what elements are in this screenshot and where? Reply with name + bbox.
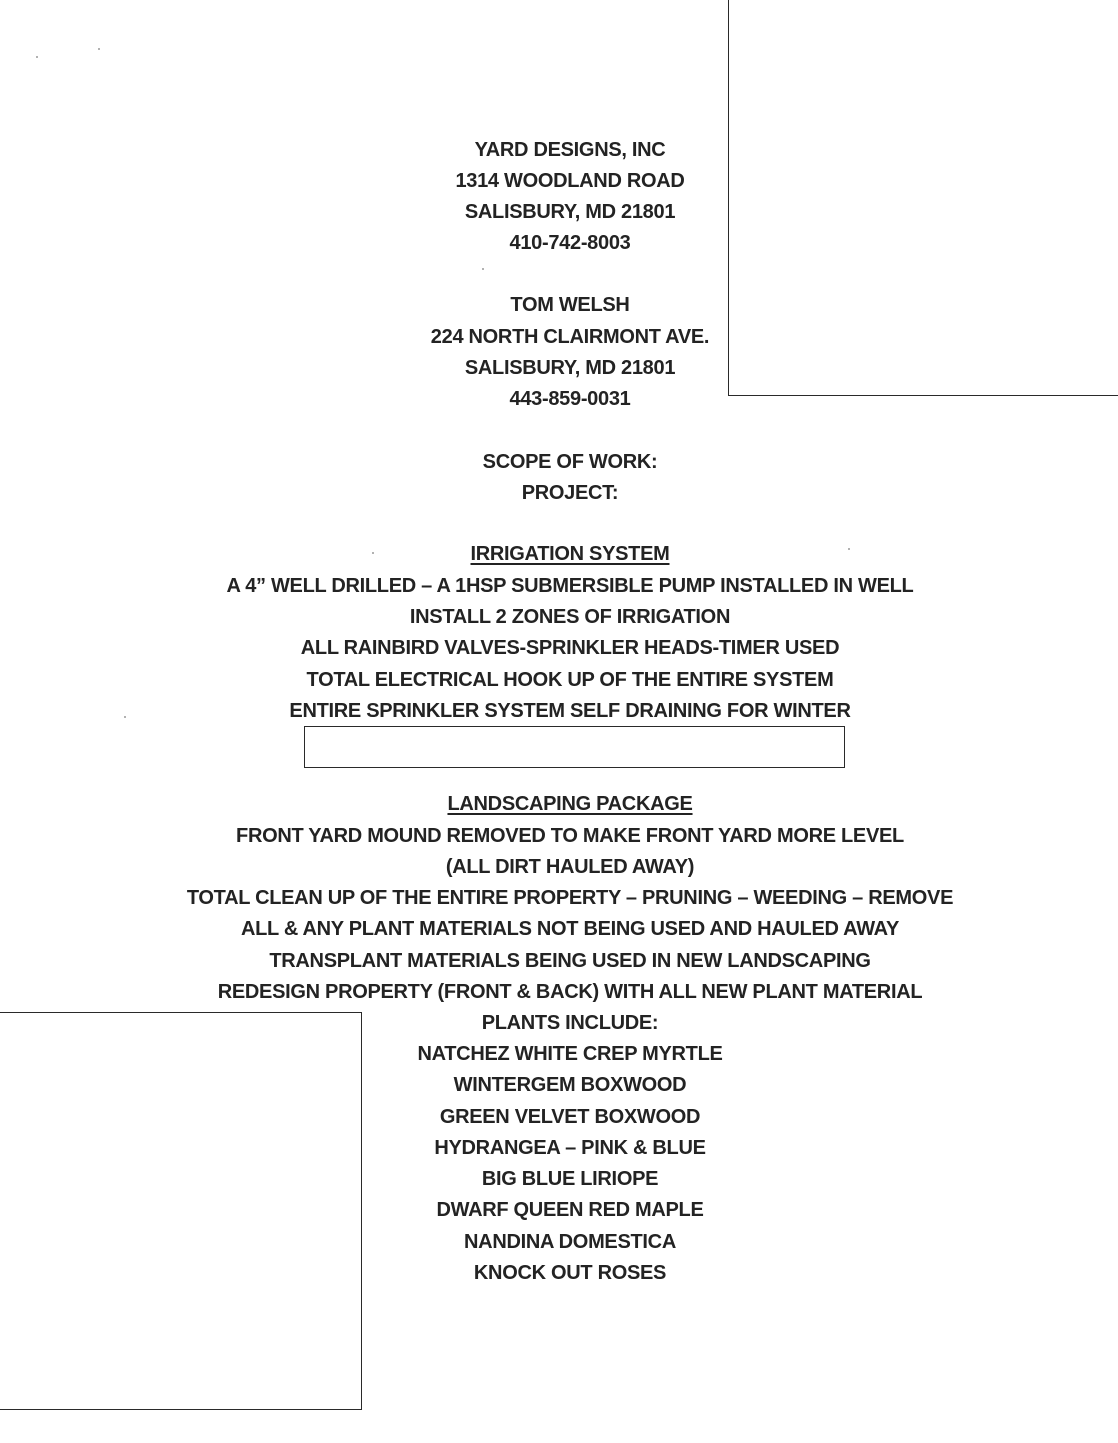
company-name: YARD DESIGNS, INC — [474, 139, 666, 161]
plant-item: WINTERGEM BOXWOOD — [453, 1074, 687, 1096]
project-label: PROJECT: — [521, 482, 619, 504]
company-street: 1314 WOODLAND ROAD — [455, 170, 685, 192]
client-street: 224 NORTH CLAIRMONT AVE. — [430, 326, 710, 348]
plants-label: PLANTS INCLUDE: — [481, 1012, 659, 1034]
client-phone: 443-859-0031 — [509, 388, 631, 410]
landscaping-line: TOTAL CLEAN UP OF THE ENTIRE PROPERTY – PRUNING – WEEDING – REMOVE — [186, 887, 954, 909]
landscaping-line: (ALL DIRT HAULED AWAY) — [445, 856, 695, 878]
company-city: SALISBURY, MD 21801 — [464, 201, 676, 223]
landscaping-line: TRANSPLANT MATERIALS BEING USED IN NEW LANDSCAPING — [269, 950, 871, 972]
plant-item: NANDINA DOMESTICA — [464, 1231, 676, 1253]
scan-speck — [482, 268, 484, 270]
scan-speck — [98, 48, 100, 50]
landscaping-line: REDESIGN PROPERTY (FRONT & BACK) WITH ALL NEW PLANT MATERIAL — [217, 981, 923, 1003]
irrigation-line: A 4” WELL DRILLED – A 1HSP SUBMERSIBLE PUMP INSTALLED IN WELL — [226, 575, 914, 597]
plant-item: KNOCK OUT ROSES — [473, 1262, 667, 1284]
client-name: TOM WELSH — [510, 294, 630, 316]
irrigation-line: INSTALL 2 ZONES OF IRRIGATION — [409, 606, 731, 628]
plant-item: NATCHEZ WHITE CREP MYRTLE — [417, 1043, 723, 1065]
irrigation-line: TOTAL ELECTRICAL HOOK UP OF THE ENTIRE SYSTEM — [306, 669, 834, 691]
landscaping-line: ALL & ANY PLANT MATERIALS NOT BEING USED AND HAULED AWAY — [240, 918, 900, 940]
plant-item: GREEN VELVET BOXWOOD — [439, 1106, 701, 1128]
scan-speck — [36, 56, 38, 58]
irrigation-line: ENTIRE SPRINKLER SYSTEM SELF DRAINING FOR WINTER — [289, 700, 851, 722]
company-phone: 410-742-8003 — [509, 232, 631, 254]
irrigation-heading: IRRIGATION SYSTEM — [470, 543, 670, 565]
plant-item: BIG BLUE LIRIOPE — [481, 1168, 659, 1190]
irrigation-line: ALL RAINBIRD VALVES-SPRINKLER HEADS-TIMER USED — [300, 637, 840, 659]
plant-item: DWARF QUEEN RED MAPLE — [436, 1199, 704, 1221]
client-city: SALISBURY, MD 21801 — [464, 357, 676, 379]
landscaping-line: FRONT YARD MOUND REMOVED TO MAKE FRONT YARD MORE LEVEL — [236, 825, 904, 847]
plant-item: HYDRANGEA – PINK & BLUE — [434, 1137, 706, 1159]
scope-label: SCOPE OF WORK: — [482, 451, 658, 473]
redaction-box-middle — [304, 726, 845, 768]
landscaping-heading: LANDSCAPING PACKAGE — [447, 793, 693, 815]
